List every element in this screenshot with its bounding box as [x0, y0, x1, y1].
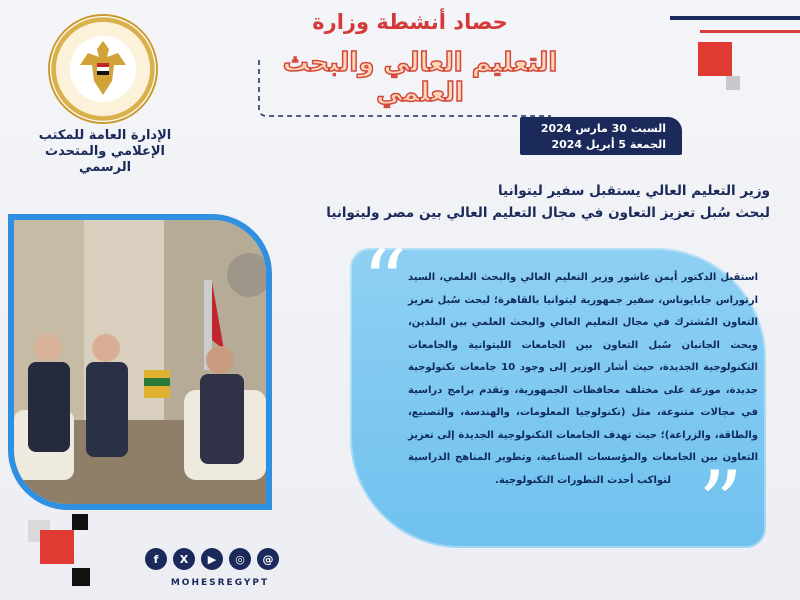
page-title-line1: حصاد أنشطة وزارة	[312, 10, 508, 34]
date-start: السبت 30 مارس 2024	[540, 122, 666, 135]
x-icon[interactable]: X	[173, 548, 195, 570]
instagram-icon[interactable]: ◎	[229, 548, 251, 570]
headline-line1: وزير التعليم العالي يستقبل سفير ليتوانيا	[497, 183, 770, 199]
top-divider-red	[700, 30, 800, 33]
decor-dashed-connector	[255, 60, 555, 124]
social-handle: MOHESREGYPT	[170, 578, 270, 588]
headline-line2: لبحث سُبل تعزيز التعاون في مجال التعليم العالي بين مصر وليتوانيا	[326, 205, 770, 221]
quote-open-icon: “	[362, 230, 407, 333]
date-range-box	[520, 117, 682, 155]
decor-red-square-bottom	[40, 530, 74, 564]
news-headline	[210, 180, 770, 224]
page-title-line2: التعليم العالي والبحث العلمي	[282, 48, 558, 108]
social-links	[145, 548, 279, 570]
decor-black-square-bottom	[72, 568, 90, 586]
decor-black-square	[72, 514, 88, 530]
decor-grey-square	[726, 76, 740, 90]
facebook-icon[interactable]: f	[145, 548, 167, 570]
top-divider-navy	[670, 16, 800, 20]
quote-close-icon: ”	[698, 452, 743, 555]
threads-icon[interactable]: @	[257, 548, 279, 570]
date-end: الجمعة 5 أبريل 2024	[551, 138, 666, 151]
article-body: استقبل الدكتور أيمن عاشور وزير التعليم العالي والبحث العلمي، السيد ارتوراس جابايوناس، سفير جمهورية ليتوانيا بالقاهرة؛ لبحث سُبل تعزيز التعاون المُشترك في مجال التعليم العالي والبحث العلمي بين البلدين، وبحث الجانبان سُبل التعاون بين الجامعات الليتوانية والجامعات التكنولوجية الجديدة، حيث أشار الوزير إلى وجود 10 جامعات تكنولوجية جديدة، موزعة على مختلف محافظات الجمهورية، وتقدم برامج دراسية في مجالات متنوعة، مثل (تكنولوجيا المعلومات، والهندسة، والتصنيع، والطاقة، والزراعة)؛ حيث تهدف الجامعات التكنولوجية الجديدة إلى تعزيز التعاون بين الجامعات والمؤسسات الصناعية، وتطوير المناهج الدراسية لتواكب أحدث التطورات التكنولوجية.	[408, 272, 758, 486]
logo-caption: الإدارة العامة للمكتب الإعلامي والمتحدث الرسمي	[38, 128, 172, 175]
eagle-emblem-icon	[78, 35, 128, 105]
youtube-icon[interactable]: ▶	[201, 548, 223, 570]
decor-red-square	[698, 42, 732, 76]
meeting-photo	[14, 220, 266, 504]
